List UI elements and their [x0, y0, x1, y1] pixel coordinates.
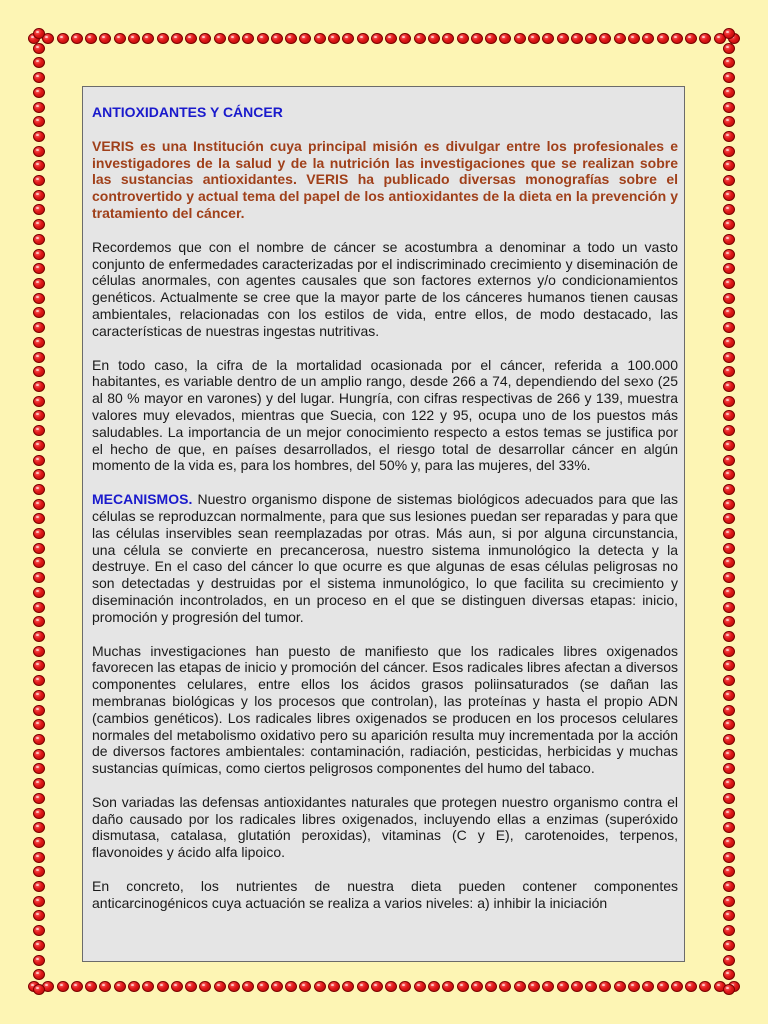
- bead-ornament: [657, 981, 669, 992]
- bead-ornament: [699, 981, 711, 992]
- bead-ornament: [33, 543, 45, 554]
- bead-ornament: [33, 440, 45, 451]
- bead-ornament: [723, 293, 735, 304]
- paragraph-4: Muchas investigaciones han puesto de manifiesto que los radicales libres oxigenados favorecen las etapas de inicio y promoción del cáncer. Esos radicales libres afectan a diversos componentes celulares, entre ellos los ácidos grasos poliinsaturados (se dañan las membranas biológicas y los procesos que controlan), las proteínas y hasta el propio ADN (cambios genéticos). Los radicales libres oxigenados se producen en los procesos celulares normales del metabolismo oxidativo pero su aparición resulta muy incrementada por la acción de diversos factores ambientales: contaminación, radiación, pesticidas, herbicidas y muchas sustancias químicas, como ciertos peligrosos componentes del humo del tabaco.: [92, 642, 678, 777]
- bead-ornament: [33, 881, 45, 892]
- bead-ornament: [357, 981, 369, 992]
- bead-ornament: [723, 852, 735, 863]
- bead-ornament: [342, 981, 354, 992]
- bead-ornament: [723, 72, 735, 83]
- bead-ornament: [33, 337, 45, 348]
- bead-ornament: [33, 778, 45, 789]
- bead-ornament: [571, 981, 583, 992]
- bead-ornament: [723, 749, 735, 760]
- bead-ornament: [228, 33, 240, 44]
- bead-ornament: [99, 33, 111, 44]
- bead-ornament: [33, 631, 45, 642]
- bead-ornament: [33, 734, 45, 745]
- bead-ornament: [33, 528, 45, 539]
- bead-ornament: [33, 602, 45, 613]
- bead-ornament: [33, 822, 45, 833]
- article-title: ANTIOXIDANTES Y CÁNCER: [92, 104, 283, 120]
- bead-ornament: [271, 33, 283, 44]
- bead-ornament: [557, 981, 569, 992]
- bead-ornament: [33, 43, 45, 54]
- bead-border-left: [28, 28, 50, 996]
- bead-ornament: [33, 969, 45, 980]
- bead-ornament: [85, 33, 97, 44]
- bead-ornament: [57, 33, 69, 44]
- bead-ornament: [542, 981, 554, 992]
- bead-ornament: [142, 33, 154, 44]
- bead-ornament: [33, 499, 45, 510]
- bead-ornament: [528, 33, 540, 44]
- bead-ornament: [723, 631, 735, 642]
- bead-ornament: [33, 293, 45, 304]
- bead-ornament: [723, 175, 735, 186]
- bead-ornament: [614, 981, 626, 992]
- bead-ornament: [723, 528, 735, 539]
- bead-ornament: [723, 793, 735, 804]
- bead-ornament: [528, 981, 540, 992]
- paragraph-2: En todo caso, la cifra de la mortalidad ocasionada por el cáncer, referida a 100.000 habitantes, es variable dentro de un amplio rango, desde 266 a 74, dependiendo del sexo (25 al 80 % mayor en varones) y del lugar. Hungría, con cifras respectivas de 266 y 139, muestra valores muy elevados, mientras que Suecia, con 122 y 95, ocupa uno de los puestos más saludables. La importancia de un mejor conocimiento respecto a estos temas se justifica por el hecho de que, en países desarrollados, el riesgo total de desarrollar cáncer en algún momento de la vida es, para los hombres, del 50% y, para las mujeres, del 33%.: [92, 356, 678, 474]
- bead-ornament: [457, 981, 469, 992]
- bead-ornament: [33, 381, 45, 392]
- paragraph-3: [92, 491, 678, 625]
- bead-ornament: [33, 87, 45, 98]
- bead-ornament: [33, 572, 45, 583]
- bead-ornament: [723, 778, 735, 789]
- bead-ornament: [33, 866, 45, 877]
- bead-ornament: [657, 33, 669, 44]
- bead-ornament: [723, 763, 735, 774]
- paragraph-3-body: Nuestro organismo dispone de sistemas biológicos adecuados para que las células se reproduzcan normalmente, para que sus lesiones puedan ser reparadas y para que las células inservibles sean reemplazadas por otras. Más aun, si por alguna circunstancia, una célula se convierte en precancerosa, nuestro sistema inmunológico la detecta y la destruye. En el caso del cáncer lo que ocurre es que algunas de esas células peligrosas no son detectadas y destruidas por el sistema inmunológico, lo que facilita su crecimiento y diseminación incontrolados, en un proceso en el que se distinguen diversas etapas: inicio, promoción y progresión del tumor.: [92, 491, 678, 625]
- bead-ornament: [385, 981, 397, 992]
- bead-ornament: [723, 234, 735, 245]
- bead-ornament: [33, 219, 45, 230]
- intro-paragraph: VERIS es una Institución cuya principal misión es divulgar entre los profesionales e investigadores de la salud y de la nutrición las investigaciones que se realizan sobre las sustancias antioxidantes. VERIS ha publicado diversas monografías sobre el controvertido y actual tema del papel de los antioxidantes de la dieta en la prevención y tratamiento del cáncer.: [92, 137, 678, 221]
- bead-ornament: [299, 981, 311, 992]
- bead-ornament: [614, 33, 626, 44]
- bead-ornament: [33, 204, 45, 215]
- bead-ornament: [671, 981, 683, 992]
- bead-ornament: [33, 925, 45, 936]
- bead-border-right: [718, 28, 740, 996]
- bead-ornament: [723, 675, 735, 686]
- bead-ornament: [723, 484, 735, 495]
- bead-ornament: [723, 396, 735, 407]
- bead-ornament: [723, 146, 735, 157]
- bead-ornament: [442, 981, 454, 992]
- bead-ornament: [114, 33, 126, 44]
- bead-ornament: [723, 925, 735, 936]
- bead-ornament: [214, 33, 226, 44]
- bead-ornament: [671, 33, 683, 44]
- article-content: [92, 104, 678, 929]
- bead-ornament: [723, 43, 735, 54]
- bead-ornament: [33, 837, 45, 848]
- bead-ornament: [723, 219, 735, 230]
- bead-ornament: [33, 513, 45, 524]
- bead-ornament: [242, 33, 254, 44]
- bead-ornament: [128, 981, 140, 992]
- bead-ornament: [33, 190, 45, 201]
- bead-ornament: [571, 33, 583, 44]
- bead-ornament: [557, 33, 569, 44]
- bead-ornament: [33, 557, 45, 568]
- bead-ornament: [723, 646, 735, 657]
- bead-ornament: [723, 278, 735, 289]
- bead-ornament: [723, 719, 735, 730]
- bead-ornament: [585, 33, 597, 44]
- bead-ornament: [33, 616, 45, 627]
- bead-ornament: [685, 33, 697, 44]
- bead-ornament: [723, 57, 735, 68]
- bead-ornament: [723, 455, 735, 466]
- bead-ornament: [33, 307, 45, 318]
- bead-ornament: [33, 57, 45, 68]
- bead-ornament: [33, 484, 45, 495]
- bead-ornament: [199, 981, 211, 992]
- bead-ornament: [33, 102, 45, 113]
- bead-ornament: [499, 981, 511, 992]
- bead-ornament: [723, 940, 735, 951]
- bead-ornament: [371, 33, 383, 44]
- bead-ornament: [723, 543, 735, 554]
- bead-ornament: [33, 984, 45, 995]
- bead-ornament: [723, 587, 735, 598]
- bead-ornament: [33, 719, 45, 730]
- bead-ornament: [723, 837, 735, 848]
- bead-ornament: [723, 469, 735, 480]
- bead-ornament: [33, 587, 45, 598]
- bead-ornament: [723, 425, 735, 436]
- bead-ornament: [85, 981, 97, 992]
- bead-ornament: [385, 33, 397, 44]
- bead-ornament: [485, 33, 497, 44]
- bead-ornament: [33, 469, 45, 480]
- bead-ornament: [723, 381, 735, 392]
- bead-ornament: [723, 263, 735, 274]
- bead-ornament: [723, 249, 735, 260]
- bead-ornament: [471, 33, 483, 44]
- bead-ornament: [723, 307, 735, 318]
- bead-ornament: [723, 572, 735, 583]
- bead-ornament: [723, 866, 735, 877]
- bead-ornament: [428, 33, 440, 44]
- bead-ornament: [723, 322, 735, 333]
- bead-ornament: [214, 981, 226, 992]
- bead-ornament: [33, 175, 45, 186]
- bead-ornament: [33, 146, 45, 157]
- bead-ornament: [33, 455, 45, 466]
- bead-ornament: [299, 33, 311, 44]
- bead-ornament: [723, 969, 735, 980]
- bead-ornament: [723, 881, 735, 892]
- bead-ornament: [471, 981, 483, 992]
- paragraph-1: Recordemos que con el nombre de cáncer se acostumbra a denominar a todo un vasto conjunto de enfermedades caracterizadas por el indiscriminado crecimiento y diseminación de células anormales, con agentes causales que son factores externos y/o condicionamientos genéticos. Actualmente se cree que la mayor parte de los cánceres humanos tienen causas ambientales, relacionadas con los estilos de vida, entre ellos, de modo destacado, las características de nuestras ingestas nutritivas.: [92, 238, 678, 339]
- bead-ornament: [723, 28, 735, 39]
- bead-ornament: [642, 981, 654, 992]
- bead-ornament: [723, 660, 735, 671]
- bead-ornament: [723, 160, 735, 171]
- bead-ornament: [328, 981, 340, 992]
- paragraph-5: Son variadas las defensas antioxidantes naturales que protegen nuestro organismo contra el daño causado por los radicales libres oxigenados, incluyendo ellas a enzimas (superóxido dismutasa, catalasa, glutatión peroxidas), vitaminas (C y E), carotenoides, terpenos, flavonoides y ácido alfa lipoico.: [92, 793, 678, 861]
- mechanisms-heading: MECANISMOS.: [92, 491, 193, 508]
- bead-ornament: [128, 33, 140, 44]
- bead-ornament: [628, 33, 640, 44]
- bead-ornament: [357, 33, 369, 44]
- bead-ornament: [723, 366, 735, 377]
- bead-ornament: [33, 278, 45, 289]
- bead-ornament: [285, 33, 297, 44]
- bead-ornament: [33, 660, 45, 671]
- bead-ornament: [723, 808, 735, 819]
- bead-ornament: [314, 981, 326, 992]
- article-panel: [82, 86, 685, 962]
- bead-ornament: [171, 33, 183, 44]
- bead-ornament: [114, 981, 126, 992]
- bead-ornament: [723, 690, 735, 701]
- bead-ornament: [33, 690, 45, 701]
- bead-ornament: [723, 102, 735, 113]
- bead-ornament: [242, 981, 254, 992]
- bead-ornament: [142, 981, 154, 992]
- bead-ornament: [33, 28, 45, 39]
- bead-ornament: [271, 981, 283, 992]
- bead-ornament: [33, 793, 45, 804]
- bead-ornament: [33, 705, 45, 716]
- bead-ornament: [33, 160, 45, 171]
- bead-ornament: [723, 440, 735, 451]
- bead-ornament: [723, 190, 735, 201]
- bead-ornament: [33, 425, 45, 436]
- bead-ornament: [33, 322, 45, 333]
- bead-ornament: [33, 352, 45, 363]
- bead-ornament: [723, 557, 735, 568]
- bead-ornament: [723, 410, 735, 421]
- bead-ornament: [723, 616, 735, 627]
- bead-ornament: [723, 734, 735, 745]
- bead-ornament: [33, 646, 45, 657]
- bead-ornament: [699, 33, 711, 44]
- bead-ornament: [33, 366, 45, 377]
- bead-ornament: [514, 981, 526, 992]
- bead-ornament: [723, 87, 735, 98]
- bead-ornament: [99, 981, 111, 992]
- bead-ornament: [57, 981, 69, 992]
- bead-ornament: [33, 396, 45, 407]
- bead-ornament: [33, 940, 45, 951]
- bead-ornament: [199, 33, 211, 44]
- bead-ornament: [228, 981, 240, 992]
- bead-ornament: [33, 763, 45, 774]
- bead-ornament: [414, 33, 426, 44]
- bead-ornament: [723, 910, 735, 921]
- bead-ornament: [723, 131, 735, 142]
- bead-ornament: [628, 981, 640, 992]
- bead-ornament: [33, 263, 45, 274]
- bead-ornament: [257, 33, 269, 44]
- bead-ornament: [185, 981, 197, 992]
- bead-ornament: [642, 33, 654, 44]
- bead-ornament: [157, 981, 169, 992]
- bead-ornament: [157, 33, 169, 44]
- bead-border-bottom: [28, 976, 740, 998]
- bead-ornament: [723, 513, 735, 524]
- bead-ornament: [723, 602, 735, 613]
- paragraph-6: En concreto, los nutrientes de nuestra dieta pueden contener componentes anticarcinogénicos cuya actuación se realiza a varios niveles: a) inhibir la iniciación: [92, 878, 678, 911]
- bead-ornament: [723, 984, 735, 995]
- bead-ornament: [71, 981, 83, 992]
- bead-ornament: [542, 33, 554, 44]
- bead-ornament: [599, 981, 611, 992]
- bead-ornament: [33, 131, 45, 142]
- bead-ornament: [723, 499, 735, 510]
- bead-ornament: [285, 981, 297, 992]
- bead-ornament: [33, 675, 45, 686]
- bead-ornament: [33, 116, 45, 127]
- bead-ornament: [723, 352, 735, 363]
- bead-ornament: [723, 116, 735, 127]
- bead-ornament: [723, 337, 735, 348]
- bead-ornament: [723, 822, 735, 833]
- bead-ornament: [485, 981, 497, 992]
- bead-ornament: [723, 705, 735, 716]
- bead-ornament: [71, 33, 83, 44]
- bead-ornament: [723, 955, 735, 966]
- bead-ornament: [33, 852, 45, 863]
- bead-ornament: [33, 896, 45, 907]
- bead-ornament: [171, 981, 183, 992]
- bead-ornament: [723, 204, 735, 215]
- bead-ornament: [428, 981, 440, 992]
- bead-ornament: [371, 981, 383, 992]
- bead-ornament: [33, 955, 45, 966]
- bead-ornament: [723, 896, 735, 907]
- bead-ornament: [33, 234, 45, 245]
- bead-ornament: [33, 410, 45, 421]
- bead-ornament: [33, 749, 45, 760]
- bead-ornament: [585, 981, 597, 992]
- bead-ornament: [185, 33, 197, 44]
- bead-ornament: [685, 981, 697, 992]
- bead-ornament: [33, 910, 45, 921]
- bead-ornament: [599, 33, 611, 44]
- bead-ornament: [399, 981, 411, 992]
- bead-ornament: [442, 33, 454, 44]
- bead-ornament: [514, 33, 526, 44]
- bead-ornament: [328, 33, 340, 44]
- bead-ornament: [33, 249, 45, 260]
- bead-ornament: [342, 33, 354, 44]
- bead-ornament: [414, 981, 426, 992]
- bead-ornament: [257, 981, 269, 992]
- bead-ornament: [399, 33, 411, 44]
- bead-border-top: [28, 28, 740, 50]
- bead-ornament: [457, 33, 469, 44]
- bead-ornament: [33, 72, 45, 83]
- bead-ornament: [499, 33, 511, 44]
- bead-ornament: [33, 808, 45, 819]
- bead-ornament: [314, 33, 326, 44]
